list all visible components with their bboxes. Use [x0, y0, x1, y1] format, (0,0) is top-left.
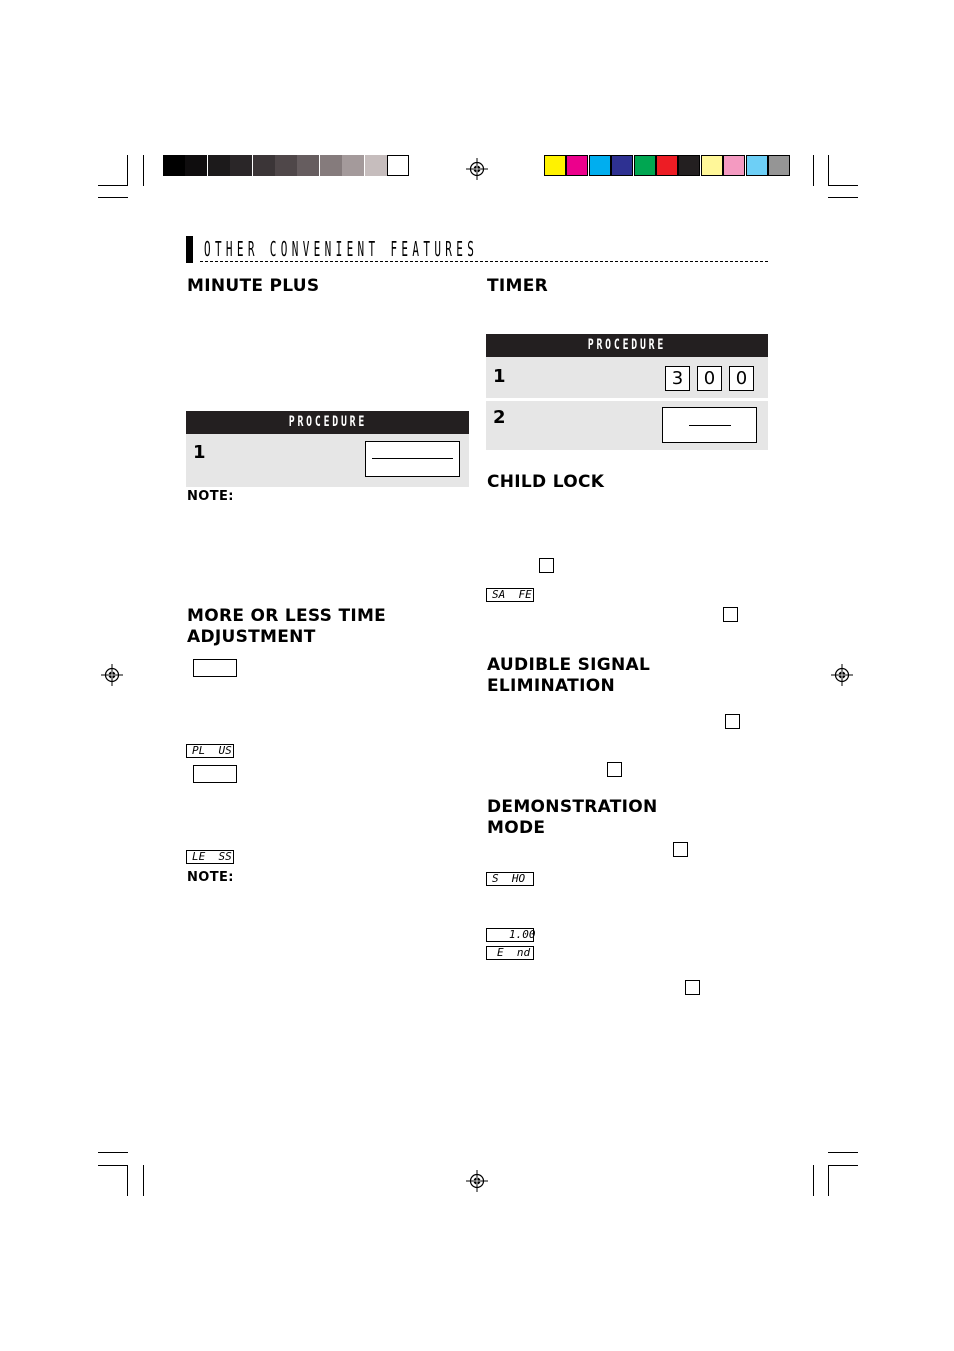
- less-key[interactable]: [193, 765, 237, 783]
- child-lock-heading: CHILD LOCK: [487, 472, 605, 492]
- step-number: 1: [193, 442, 206, 463]
- more-less-heading-line1: MORE OR LESS TIME: [187, 606, 387, 626]
- procedure-label: PROCEDURE: [288, 414, 367, 430]
- display-end: E nd: [486, 946, 534, 960]
- audible-heading-line2: ELIMINATION: [487, 676, 615, 696]
- process-color-swatch: [589, 155, 611, 176]
- grayscale-swatch: [365, 155, 387, 176]
- registration-target-icon: [466, 158, 488, 180]
- timer-digit-2: 0: [697, 366, 722, 391]
- process-color-swatch: [723, 155, 745, 176]
- minute-plus-heading: MINUTE PLUS: [187, 276, 320, 296]
- grayscale-swatch: [163, 155, 185, 176]
- timer-digit-3: 0: [729, 366, 754, 391]
- title-marker: [186, 236, 193, 263]
- grayscale-swatch: [230, 155, 252, 176]
- process-color-swatch: [656, 155, 678, 176]
- step-number: 2: [493, 407, 506, 428]
- grayscale-swatch: [208, 155, 230, 176]
- process-color-swatch: [746, 155, 768, 176]
- process-color-swatch: [701, 155, 723, 176]
- registration-target-icon: [101, 664, 123, 686]
- process-color-swatch: [544, 155, 566, 176]
- grayscale-swatch: [185, 155, 207, 176]
- demo-key-square[interactable]: [673, 842, 688, 857]
- timer-digit-1: 3: [665, 366, 690, 391]
- grayscale-swatch: [387, 155, 409, 176]
- step-number: 1: [493, 366, 506, 387]
- child-lock-key-square[interactable]: [539, 558, 554, 573]
- minute-plus-key[interactable]: [365, 441, 460, 477]
- key-label-line: [689, 425, 731, 426]
- process-color-swatch: [611, 155, 633, 176]
- grayscale-swatch: [297, 155, 319, 176]
- page-title-bar: [186, 236, 768, 264]
- display-plus: PL US: [186, 744, 234, 758]
- demo-heading-line2: MODE: [487, 818, 546, 838]
- minute-plus-note-label: NOTE:: [187, 489, 234, 504]
- display-time: 1.00: [486, 928, 534, 942]
- registration-target-icon: [466, 1170, 488, 1192]
- audible-heading-line1: AUDIBLE SIGNAL: [487, 655, 651, 675]
- more-key[interactable]: [193, 659, 237, 677]
- page-title: OTHER CONVENIENT FEATURES: [204, 237, 479, 261]
- timer-step1-row: [486, 357, 768, 398]
- demo-heading-line1: DEMONSTRATION: [487, 797, 658, 817]
- more-less-heading-line2: ADJUSTMENT: [187, 627, 316, 647]
- process-color-swatch: [768, 155, 790, 176]
- audible-restore-key-square[interactable]: [607, 762, 622, 777]
- display-less: LE SS: [186, 850, 234, 864]
- process-color-swatch: [566, 155, 588, 176]
- grayscale-swatch: [320, 155, 342, 176]
- display-show: S HO: [486, 872, 534, 886]
- key-label-line: [372, 458, 453, 459]
- grayscale-swatch: [275, 155, 297, 176]
- display-safe: SA FE: [486, 588, 534, 602]
- title-dashed-rule: [200, 261, 768, 262]
- child-lock-release-key-square[interactable]: [723, 607, 738, 622]
- process-color-swatch: [634, 155, 656, 176]
- timer-procedure-header: [486, 334, 768, 357]
- minute-plus-procedure-header: [186, 411, 469, 434]
- timer-step2-row: [486, 401, 768, 450]
- registration-target-icon: [831, 664, 853, 686]
- process-color-swatch: [678, 155, 700, 176]
- more-less-note-label: NOTE:: [187, 870, 234, 885]
- procedure-label: PROCEDURE: [587, 337, 667, 353]
- demo-cancel-key-square[interactable]: [685, 980, 700, 995]
- grayscale-swatch: [342, 155, 364, 176]
- timer-key[interactable]: [662, 407, 757, 443]
- timer-heading: TIMER: [487, 276, 549, 296]
- minute-plus-step-row: [186, 434, 469, 487]
- audible-key-square[interactable]: [725, 714, 740, 729]
- grayscale-swatch: [253, 155, 275, 176]
